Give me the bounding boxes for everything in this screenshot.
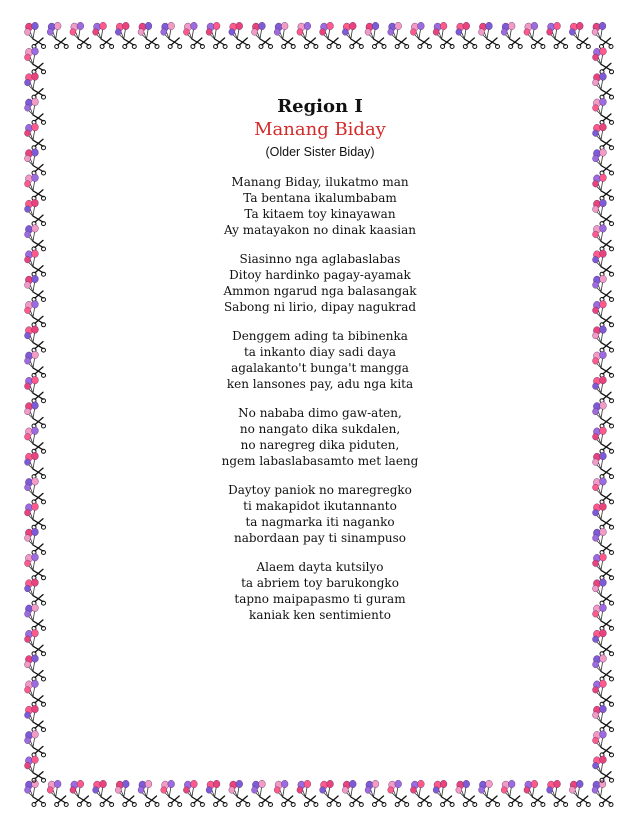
- balloons-and-scissors-icon: [252, 22, 273, 48]
- balloons-and-scissors-icon: [138, 780, 159, 806]
- balloons-and-scissors-icon: [593, 199, 614, 225]
- balloons-and-scissors-icon: [320, 780, 341, 806]
- poem-line: Alaem dayta kutsilyo: [256, 560, 384, 574]
- balloons-and-scissors-icon: [593, 604, 614, 630]
- poem-line: Ditoy hardinko pagay-ayamak: [229, 268, 411, 282]
- balloons-and-scissors-icon: [25, 275, 46, 301]
- balloons-and-scissors-icon: [593, 655, 614, 681]
- balloons-and-scissors-icon: [593, 680, 614, 706]
- balloons-and-scissors-icon: [524, 22, 545, 48]
- balloons-and-scissors-icon: [25, 48, 46, 74]
- balloons-and-scissors-icon: [593, 503, 614, 529]
- balloons-and-scissors-icon: [456, 780, 477, 806]
- balloons-and-scissors-icon: [593, 73, 614, 99]
- poem-page: [170, 96, 470, 636]
- balloons-and-scissors-icon: [274, 22, 295, 48]
- balloons-and-scissors-icon: [593, 326, 614, 352]
- balloons-and-scissors-icon: [593, 731, 614, 757]
- poem-line: ngem labaslabasamto met laeng: [221, 454, 419, 468]
- balloons-and-scissors-icon: [593, 98, 614, 124]
- balloons-and-scissors-icon: [252, 780, 273, 806]
- balloons-and-scissors-icon: [593, 376, 614, 402]
- balloons-and-scissors-icon: [70, 22, 91, 48]
- balloons-and-scissors-icon: [25, 629, 46, 655]
- balloons-and-scissors-icon: [410, 22, 431, 48]
- poem-line: agalakanto't bunga't mangga: [231, 361, 409, 375]
- balloons-and-scissors-icon: [479, 22, 500, 48]
- poem-line: Ay matayakon no dinak kaasian: [224, 223, 416, 237]
- balloons-and-scissors-icon: [161, 780, 182, 806]
- balloons-and-scissors-icon: [25, 452, 46, 478]
- balloons-and-scissors-icon: [25, 123, 46, 149]
- balloons-and-scissors-icon: [25, 149, 46, 175]
- balloons-and-scissors-icon: [183, 780, 204, 806]
- poem-line: No nababa dimo gaw-aten,: [238, 406, 402, 420]
- balloons-and-scissors-icon: [433, 780, 454, 806]
- poem-line: nabordaan pay ti sinampuso: [233, 531, 406, 545]
- balloons-and-scissors-icon: [569, 780, 590, 806]
- poem-line: Ta kitaem toy kinayawan: [244, 207, 396, 221]
- balloons-and-scissors-icon: [25, 250, 46, 276]
- poem-body: [170, 174, 470, 623]
- balloons-and-scissors-icon: [593, 402, 614, 428]
- balloons-and-scissors-icon: [229, 22, 250, 48]
- balloons-and-scissors-icon: [593, 478, 614, 504]
- balloons-and-scissors-icon: [388, 22, 409, 48]
- balloons-and-scissors-icon: [479, 780, 500, 806]
- balloons-and-scissors-icon: [593, 579, 614, 605]
- balloons-and-scissors-icon: [410, 780, 431, 806]
- stanza: [170, 559, 470, 623]
- balloons-and-scissors-icon: [115, 22, 136, 48]
- poem-line: ken lansones pay, adu nga kita: [226, 377, 414, 391]
- balloons-and-scissors-icon: [593, 225, 614, 251]
- poem-line: Ta bentana ikalumbabam: [243, 191, 397, 205]
- balloons-and-scissors-icon: [229, 780, 250, 806]
- poem-line: Manang Biday, ilukatmo man: [231, 175, 409, 189]
- poem-line: Sabong ni lirio, dipay nagukrad: [223, 300, 417, 314]
- poem-title: Manang Biday: [254, 119, 386, 140]
- balloons-and-scissors-icon: [547, 22, 568, 48]
- balloons-and-scissors-icon: [161, 22, 182, 48]
- balloons-and-scissors-icon: [365, 22, 386, 48]
- balloons-and-scissors-icon: [183, 22, 204, 48]
- poem-line: Ammon ngarud nga balasangak: [223, 284, 417, 298]
- balloons-and-scissors-icon: [25, 655, 46, 681]
- stanza: [170, 405, 470, 469]
- balloons-and-scissors-icon: [593, 528, 614, 554]
- balloons-and-scissors-icon: [342, 780, 363, 806]
- poem-line: ta nagmarka iti naganko: [245, 515, 395, 529]
- balloons-and-scissors-icon: [25, 199, 46, 225]
- stanza: [170, 174, 470, 238]
- poem-line: tapno maipapasmo ti guram: [234, 592, 406, 606]
- balloons-and-scissors-icon: [593, 149, 614, 175]
- balloons-and-scissors-icon: [25, 528, 46, 554]
- balloons-and-scissors-icon: [25, 554, 46, 580]
- poem-line: no nangato dika sukdalen,: [239, 422, 401, 436]
- balloons-and-scissors-icon: [25, 351, 46, 377]
- balloons-and-scissors-icon: [365, 780, 386, 806]
- balloons-and-scissors-icon: [25, 503, 46, 529]
- balloons-and-scissors-icon: [593, 554, 614, 580]
- balloons-and-scissors-icon: [501, 780, 522, 806]
- balloons-and-scissors-icon: [47, 22, 68, 48]
- stanza: [170, 482, 470, 546]
- balloons-and-scissors-icon: [593, 427, 614, 453]
- region-heading: Region I: [277, 96, 363, 117]
- balloons-and-scissors-icon: [593, 756, 614, 782]
- balloons-and-scissors-icon: [593, 705, 614, 731]
- poem-line: ta inkanto diay sadi daya: [243, 345, 397, 359]
- balloons-and-scissors-icon: [342, 22, 363, 48]
- balloons-and-scissors-icon: [501, 22, 522, 48]
- balloons-and-scissors-icon: [25, 427, 46, 453]
- poem-line: ti makapidot ikutannanto: [243, 499, 397, 513]
- balloons-and-scissors-icon: [524, 780, 545, 806]
- stanza: [170, 251, 470, 315]
- poem-line: Siasinno nga aglabaslabas: [239, 252, 401, 266]
- balloons-and-scissors-icon: [593, 123, 614, 149]
- poem-line: Daytoy paniok no maregregko: [228, 483, 412, 497]
- balloons-and-scissors-icon: [138, 22, 159, 48]
- balloons-and-scissors-icon: [25, 478, 46, 504]
- balloons-and-scissors-icon: [456, 22, 477, 48]
- balloons-and-scissors-icon: [592, 22, 613, 48]
- balloons-and-scissors-icon: [25, 680, 46, 706]
- balloons-and-scissors-icon: [70, 780, 91, 806]
- balloons-and-scissors-icon: [25, 73, 46, 99]
- balloons-and-scissors-icon: [115, 780, 136, 806]
- balloons-and-scissors-icon: [47, 780, 68, 806]
- balloons-and-scissors-icon: [25, 579, 46, 605]
- balloons-and-scissors-icon: [569, 22, 590, 48]
- poem-line: kaniak ken sentimiento: [249, 608, 391, 622]
- balloons-and-scissors-icon: [25, 705, 46, 731]
- balloons-and-scissors-icon: [593, 250, 614, 276]
- balloons-and-scissors-icon: [25, 301, 46, 327]
- balloons-and-scissors-icon: [593, 629, 614, 655]
- balloons-and-scissors-icon: [25, 402, 46, 428]
- balloons-and-scissors-icon: [25, 22, 46, 48]
- balloons-and-scissors-icon: [547, 780, 568, 806]
- balloons-and-scissors-icon: [25, 604, 46, 630]
- balloons-and-scissors-icon: [206, 22, 227, 48]
- balloons-and-scissors-icon: [25, 225, 46, 251]
- balloons-and-scissors-icon: [433, 22, 454, 48]
- balloons-and-scissors-icon: [93, 22, 114, 48]
- balloons-and-scissors-icon: [592, 780, 613, 806]
- balloons-and-scissors-icon: [593, 275, 614, 301]
- balloons-and-scissors-icon: [593, 301, 614, 327]
- balloons-and-scissors-icon: [25, 326, 46, 352]
- balloons-and-scissors-icon: [93, 780, 114, 806]
- balloons-and-scissors-icon: [297, 22, 318, 48]
- balloons-and-scissors-icon: [297, 780, 318, 806]
- balloons-and-scissors-icon: [25, 174, 46, 200]
- balloons-and-scissors-icon: [25, 376, 46, 402]
- stanza: [170, 328, 470, 392]
- poem-line: no naregreg dika piduten,: [240, 438, 400, 452]
- balloons-and-scissors-icon: [593, 351, 614, 377]
- balloons-and-scissors-icon: [320, 22, 341, 48]
- balloons-and-scissors-icon: [25, 98, 46, 124]
- balloons-and-scissors-icon: [593, 48, 614, 74]
- balloons-and-scissors-icon: [206, 780, 227, 806]
- balloons-and-scissors-icon: [25, 780, 46, 806]
- balloons-and-scissors-icon: [593, 174, 614, 200]
- poem-line: ta abriem toy barukongko: [241, 576, 399, 590]
- balloons-and-scissors-icon: [25, 756, 46, 782]
- balloons-and-scissors-icon: [388, 780, 409, 806]
- balloons-and-scissors-icon: [274, 780, 295, 806]
- poem-line: Denggem ading ta bibinenka: [232, 329, 408, 343]
- poem-subtitle: (Older Sister Biday): [265, 145, 375, 159]
- balloons-and-scissors-icon: [593, 452, 614, 478]
- balloons-and-scissors-icon: [25, 731, 46, 757]
